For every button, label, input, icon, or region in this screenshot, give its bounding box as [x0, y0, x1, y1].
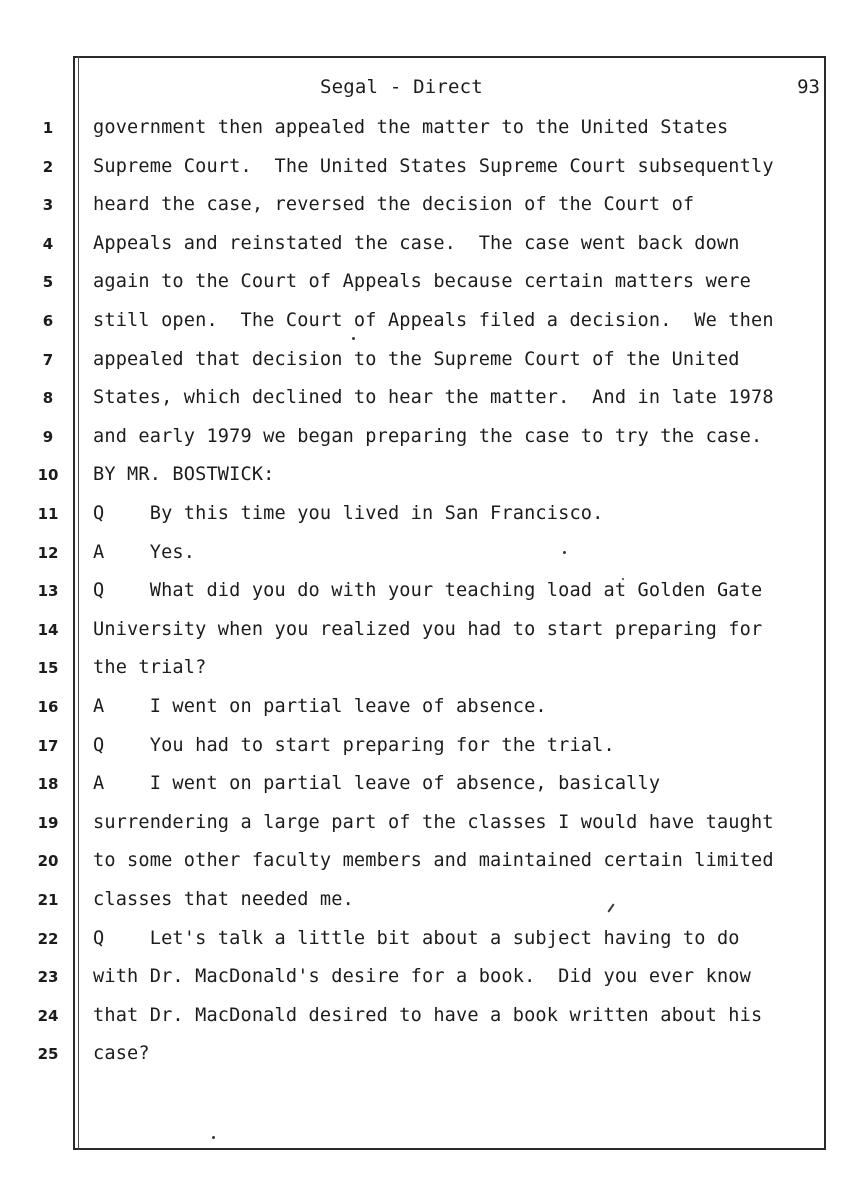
transcript-line: and early 1979 we began preparing the case to try the case.	[93, 425, 763, 447]
line-number: 4	[42, 234, 54, 253]
line-number: 13	[37, 582, 59, 601]
transcript-line: case?	[93, 1043, 150, 1065]
transcript-line: Supreme Court. The United States Supreme Court subsequently	[93, 155, 774, 177]
transcript-line: the trial?	[93, 657, 207, 679]
line-number: 14	[37, 620, 59, 639]
transcript-line: States, which declined to hear the matter. And in late 1978	[93, 387, 774, 409]
transcript-line: still open. The Court of Appeals filed a decision. We then	[93, 310, 774, 331]
line-number: 24	[37, 1006, 59, 1025]
line-number: 25	[37, 1045, 59, 1064]
line-number: 18	[37, 775, 59, 794]
transcript-line: Q What did you do with your teaching load at Golden Gate	[93, 580, 763, 602]
line-number: 15	[37, 659, 59, 678]
line-number: 10	[37, 466, 59, 485]
transcript-line: Q By this time you lived in San Francisco.	[93, 503, 604, 524]
scan-speck	[563, 551, 566, 554]
scan-speck	[212, 1136, 215, 1139]
line-number: 6	[42, 312, 54, 330]
line-number: 3	[42, 196, 54, 215]
line-number: 22	[37, 929, 59, 948]
page-number: 93	[797, 76, 820, 98]
transcript-line: government then appealed the matter to the United States	[93, 117, 729, 138]
page-right-rule	[824, 56, 826, 1150]
scan-speck	[622, 578, 624, 580]
line-number: 7	[42, 350, 54, 369]
transcript-line: to some other faculty members and maintained certain limited	[93, 850, 774, 872]
scan-speck	[352, 337, 355, 340]
transcript-line: with Dr. MacDonald's desire for a book. Did you ever know	[93, 966, 751, 988]
margin-rule-outer	[73, 56, 75, 1150]
line-number: 17	[37, 736, 59, 755]
transcript-line: A Yes.	[93, 541, 196, 563]
line-number: 1	[42, 119, 54, 137]
transcript-line: Q Let's talk a little bit about a subject having to do	[93, 927, 740, 949]
transcript-line: surrendering a large part of the classes I would have taught	[93, 811, 774, 833]
line-number: 23	[37, 968, 59, 987]
line-number: 5	[42, 273, 54, 292]
margin-rule-inner	[78, 56, 79, 1150]
line-number: 16	[37, 698, 59, 716]
line-number: 2	[42, 157, 54, 176]
transcript-line: heard the case, reversed the decision of the Court of	[93, 194, 695, 216]
transcript-line: again to the Court of Appeals because certain matters were	[93, 271, 751, 293]
line-number: 21	[37, 891, 59, 909]
transcript-line: classes that needed me.	[93, 889, 354, 910]
line-number: 20	[37, 852, 59, 871]
line-number: 12	[37, 543, 59, 562]
page-header-title: Segal - Direct	[320, 76, 483, 98]
line-number: 8	[42, 389, 54, 408]
line-number: 19	[37, 813, 59, 832]
page-bottom-rule	[73, 1148, 825, 1150]
transcript-line: that Dr. MacDonald desired to have a book written about his	[93, 1004, 763, 1026]
transcript-line: appealed that decision to the Supreme Court of the United	[93, 348, 740, 370]
transcript-line: A I went on partial leave of absence, basically	[93, 773, 661, 795]
transcript-line: BY MR. BOSTWICK:	[93, 464, 275, 486]
transcript-line: Q You had to start preparing for the trial.	[93, 734, 615, 756]
transcript-line: A I went on partial leave of absence.	[93, 696, 547, 717]
line-number: 11	[37, 505, 59, 523]
page-top-rule	[73, 56, 825, 58]
transcript-line: University when you realized you had to start preparing for	[93, 618, 763, 640]
line-number: 9	[42, 427, 54, 446]
transcript-line: Appeals and reinstated the case. The case went back down	[93, 232, 740, 254]
